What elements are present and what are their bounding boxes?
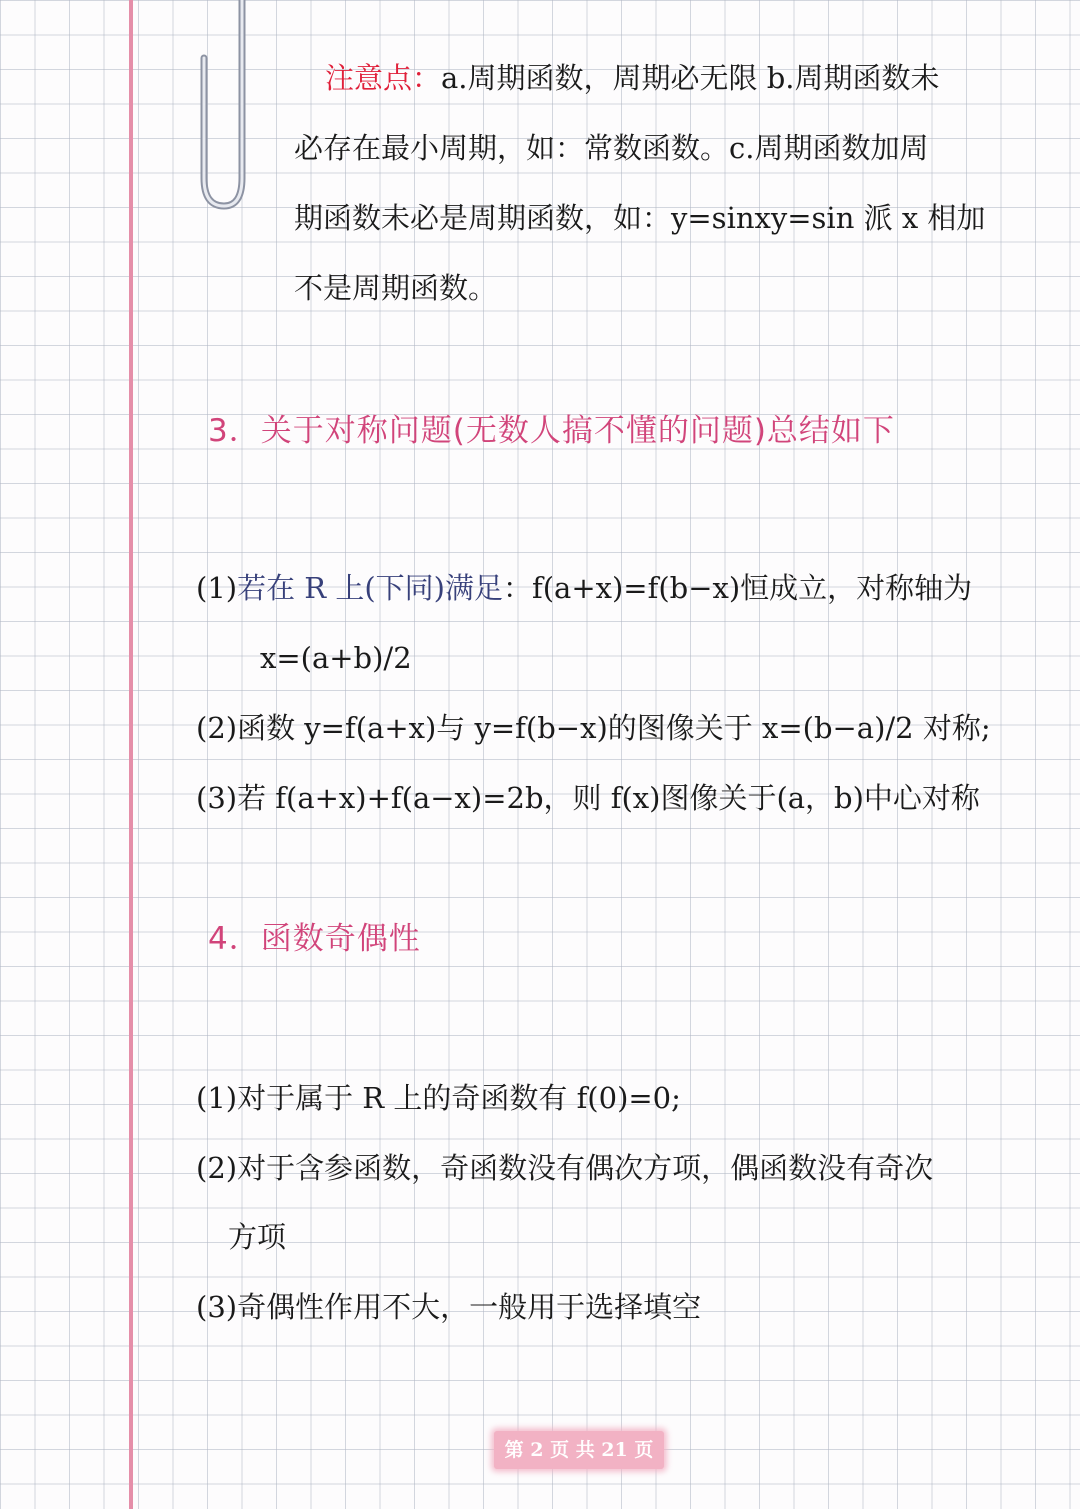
note-line-3: 期函数未必是周期函数，如：y=sinxy=sin 派 x 相加 xyxy=(294,201,986,235)
note-line-2: 必存在最小周期，如：常数函数。c.周期函数加周 xyxy=(294,131,929,165)
highlight-text: 若在 R 上(下同)满足 xyxy=(237,571,503,605)
paperclip-icon xyxy=(196,0,256,215)
parity-item-1: (1)对于属于 R 上的奇函数有 f(0)=0; xyxy=(196,1081,681,1115)
parity-item-2-cont: 方项 xyxy=(228,1220,287,1254)
page-number: 第 2 页 共 21 页 xyxy=(494,1431,664,1469)
symmetry-item-3: (3)若 f(a+x)+f(a−x)=2b，则 f(x)图像关于(a，b)中心对称 xyxy=(196,781,980,815)
section-3-heading: 3．关于对称问题(无数人搞不懂的问题)总结如下 xyxy=(208,413,895,449)
symmetry-item-1-cont: x=(a+b)/2 xyxy=(260,641,412,675)
parity-item-3: (3)奇偶性作用不大，一般用于选择填空 xyxy=(196,1290,702,1324)
symmetry-item-2: (2)函数 y=f(a+x)与 y=f(b−x)的图像关于 x=(b−a)/2 对称; xyxy=(196,711,991,745)
note-line-4: 不是周期函数。 xyxy=(294,271,498,305)
note-line-1: 注意点：a.周期函数，周期必无限 b.周期函数未 xyxy=(325,61,940,95)
note-label: 注意点： xyxy=(325,61,442,95)
section-4-heading: 4．函数奇偶性 xyxy=(208,921,421,957)
margin-line xyxy=(129,0,133,1509)
parity-item-2: (2)对于含参函数，奇函数没有偶次方项，偶函数没有奇次 xyxy=(196,1151,934,1185)
symmetry-item-1: (1)若在 R 上(下同)满足：f(a+x)=f(b−x)恒成立，对称轴为 xyxy=(196,571,973,605)
